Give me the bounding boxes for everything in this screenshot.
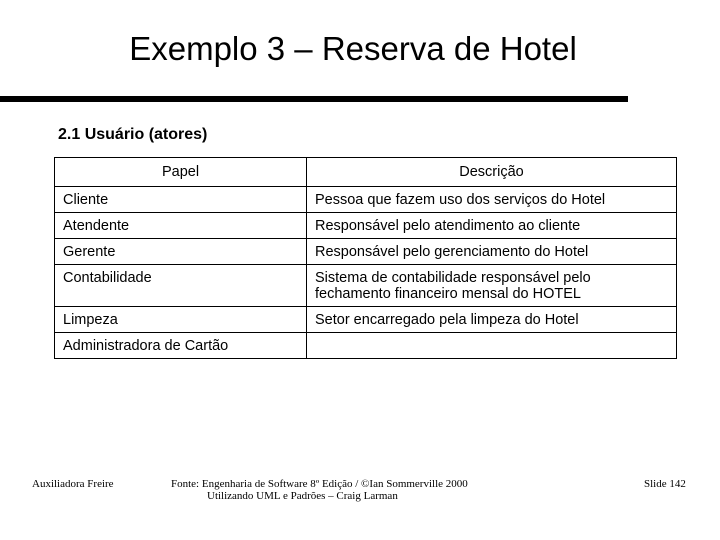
footer-source-line1: Fonte: Engenharia de Software 8º Edição / ©Ian Sommerville 2000 (171, 478, 468, 490)
cell-descricao: Setor encarregado pela limpeza do Hotel (307, 307, 677, 333)
cell-papel: Contabilidade (55, 265, 307, 307)
header-papel: Papel (55, 158, 307, 187)
table-row (55, 213, 677, 239)
cell-papel: Cliente (55, 187, 307, 213)
table-row (55, 187, 677, 213)
cell-papel: Limpeza (55, 307, 307, 333)
title-divider (0, 96, 628, 102)
footer-source (171, 478, 531, 502)
cell-descricao: Sistema de contabilidade responsável pelo fechamento financeiro mensal do HOTEL (307, 265, 677, 307)
header-descricao: Descrição (307, 158, 677, 187)
slide-title: Exemplo 3 – Reserva de Hotel (129, 30, 577, 67)
table-row (55, 239, 677, 265)
table-header-row (55, 158, 677, 187)
cell-descricao: Pessoa que fazem uso dos serviços do Hotel (307, 187, 677, 213)
footer-source-line2: Utilizando UML e Padrões – Craig Larman (207, 490, 398, 502)
footer-author: Auxiliadora Freire (32, 478, 114, 490)
cell-papel: Administradora de Cartão (55, 333, 307, 359)
cell-descricao: Responsável pelo gerenciamento do Hotel (307, 239, 677, 265)
cell-descricao: Responsável pelo atendimento ao cliente (307, 213, 677, 239)
cell-papel: Gerente (55, 239, 307, 265)
actors-table (54, 157, 677, 359)
cell-papel: Atendente (55, 213, 307, 239)
footer-slide-number: Slide 142 (644, 478, 686, 490)
table-row (55, 265, 677, 307)
table-row (55, 333, 677, 359)
table-row (55, 307, 677, 333)
section-heading: 2.1 Usuário (atores) (58, 126, 208, 143)
cell-descricao (307, 333, 677, 359)
